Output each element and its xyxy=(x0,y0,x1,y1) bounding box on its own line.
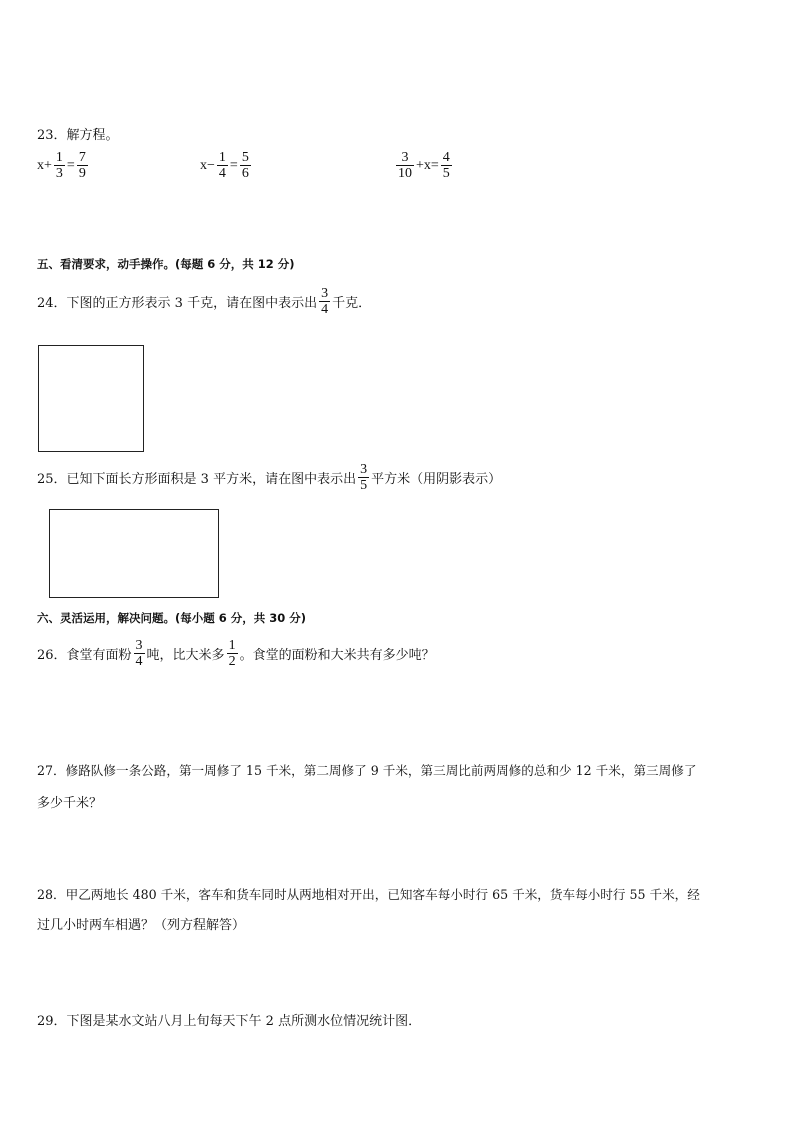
eq3-f2-den: 5 xyxy=(442,166,450,182)
eq2-fraction-1 xyxy=(217,150,228,182)
q26-text2: 吨，比大米多 xyxy=(146,648,225,664)
eq3-f1-den: 10 xyxy=(398,166,412,182)
q25-rectangle-figure[interactable] xyxy=(49,509,219,598)
section-5-heading: 五、看清要求，动手操作。(每题 6 分，共 12 分) xyxy=(37,257,295,271)
q25-frac-den: 5 xyxy=(360,478,368,494)
eq1-f2-den: 9 xyxy=(78,166,86,182)
eq3-f1-num: 3 xyxy=(401,150,409,165)
q26-f1-num: 3 xyxy=(135,638,143,653)
eq2-op: = xyxy=(229,157,238,173)
q24-text-before: 24．下图的正方形表示 3 千克，请在图中表示出 xyxy=(37,296,318,312)
q26-f1-den: 4 xyxy=(135,654,143,670)
q28-line-2: 过几小时两车相遇？（列方程解答） xyxy=(37,918,246,933)
q29-text: 29．下图是某水文站八月上旬每天下午 2 点所测水位情况统计图． xyxy=(37,1014,422,1029)
eq2-lhs: x− xyxy=(200,157,215,173)
eq2-fraction-2 xyxy=(240,150,251,182)
q24-fraction xyxy=(319,286,330,318)
q26-text xyxy=(37,638,435,670)
eq2-f1-den: 4 xyxy=(218,166,226,182)
q26-text3: 。食堂的面粉和大米共有多少吨？ xyxy=(239,648,435,664)
eq1-f1-num: 1 xyxy=(55,150,63,165)
q26-text1: 26．食堂有面粉 xyxy=(37,648,132,664)
eq1-lhs: x+ xyxy=(37,157,52,173)
eq3-fraction-1 xyxy=(396,150,414,182)
q24-square-figure[interactable] xyxy=(38,345,144,452)
q23-equation-2 xyxy=(200,150,253,182)
q23-equation-3 xyxy=(394,150,454,182)
q24-frac-num: 3 xyxy=(321,286,329,301)
q26-fraction-1 xyxy=(134,638,145,670)
q25-text-before: 25．已知下面长方形面积是 3 平方米，请在图中表示出 xyxy=(37,472,357,488)
eq2-f1-num: 1 xyxy=(218,150,226,165)
eq3-f2-num: 4 xyxy=(442,150,450,165)
q25-text xyxy=(37,462,501,494)
eq3-mid: +x= xyxy=(416,157,439,173)
eq1-f1-den: 3 xyxy=(55,166,63,182)
eq1-op: = xyxy=(66,157,75,173)
eq1-fraction-2 xyxy=(77,150,88,182)
eq1-fraction-1 xyxy=(54,150,65,182)
q25-text-after: 平方米（用阴影表示） xyxy=(371,472,502,488)
q27-line-2: 多少千米？ xyxy=(37,796,103,811)
eq1-f2-num: 7 xyxy=(78,150,86,165)
q26-f2-num: 1 xyxy=(228,638,236,653)
eq2-f2-num: 5 xyxy=(241,150,249,165)
section-6-heading: 六、灵活运用，解决问题。(每小题 6 分，共 30 分) xyxy=(37,611,307,625)
q26-fraction-2 xyxy=(227,638,238,670)
q27-line-1: 27．修路队修一条公路，第一周修了 15 千米，第二周修了 9 千米，第三周比前两周修的总和少 12 千米，第三周修了 xyxy=(37,763,697,778)
q25-fraction xyxy=(358,462,369,494)
eq2-f2-den: 6 xyxy=(241,166,249,182)
q23-equation-1 xyxy=(37,150,90,182)
q24-frac-den: 4 xyxy=(321,302,329,318)
q24-text xyxy=(37,286,371,318)
q28-line-1: 28．甲乙两地长 480 千米，客车和货车同时从两地相对开出，已知客车每小时行 65 千米，货车每小时行 55 千米，经 xyxy=(37,887,700,902)
eq3-fraction-2 xyxy=(441,150,452,182)
q23-title: 23．解方程。 xyxy=(37,128,119,143)
q24-text-after: 千克． xyxy=(332,296,372,312)
q26-f2-den: 2 xyxy=(228,654,236,670)
q25-frac-num: 3 xyxy=(360,462,368,477)
